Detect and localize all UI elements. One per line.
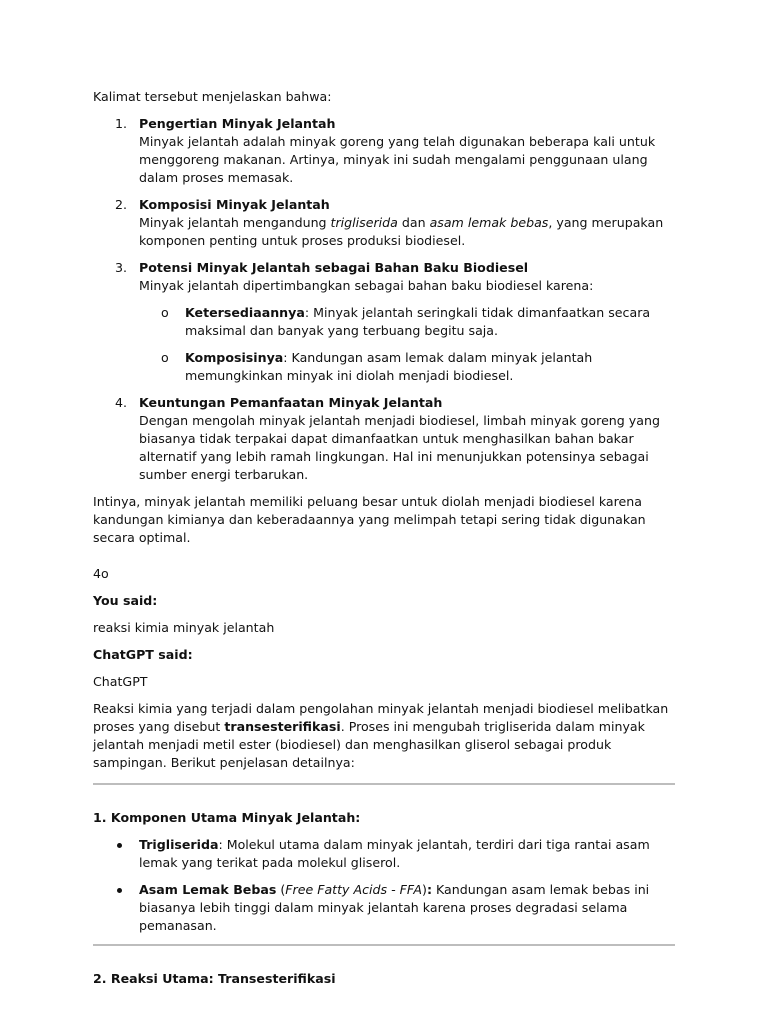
answer-bold: transesterifikasi [224, 719, 341, 734]
sub-item-term: Ketersediaannya [185, 305, 305, 320]
user-query: reaksi kimia minyak jelantah [93, 620, 275, 635]
chatgpt-name: ChatGPT [93, 674, 148, 689]
sub-list-item [139, 304, 675, 340]
paren-text: ) [422, 882, 427, 897]
bullet-term: Trigliserida [139, 837, 219, 852]
list-item-title: Keuntungan Pemanfaatan Minyak Jelantah [139, 395, 443, 410]
intro-text: Kalimat tersebut menjelaskan bahwa: [93, 89, 332, 104]
list-item-title: Pengertian Minyak Jelantah [139, 116, 336, 131]
divider [93, 783, 675, 785]
list-number: 1. [115, 116, 128, 131]
list-item-title: Komposisi Minyak Jelantah [139, 197, 330, 212]
list-item-body: Minyak jelantah adalah minyak goreng yang telah digunakan beberapa kali untuk menggoreng makanan. Artinya, minyak ini sudah mengalami penggunaan ulang dalam proses memasak. [139, 134, 656, 185]
bullet-icon [117, 843, 122, 848]
circle-bullet-icon: o [161, 305, 169, 320]
bullet-list [93, 836, 675, 935]
body-text: dan [397, 215, 430, 230]
list-item-body: Dengan mengolah minyak jelantah menjadi biodiesel, limbah minyak goreng yang biasanya tidak terpakai dapat dimanfaatkan untuk menghasilkan bahan bakar alternatif yang lebih ramah lingkungan. Hal ini menunjukkan potensinya sebagai sumber energi terbarukan. [139, 413, 660, 482]
answer-pre: Reaksi kimia yang terjadi dalam pengolahan minyak jelantah menjadi biodiesel melibatkan proses yang disebut [93, 701, 669, 734]
document-content [93, 88, 675, 988]
list-item-body: Minyak jelantah dipertimbangkan sebagai bahan baku biodiesel karena: [139, 278, 594, 293]
body-text: , yang merupakan komponen penting untuk proses produksi biodiesel. [139, 215, 664, 248]
bullet-text: Kandungan asam lemak bebas ini biasanya lebih tinggi dalam minyak jelantah karena proses degradasi selama pemanasan. [139, 882, 650, 933]
bullet-icon [117, 888, 122, 893]
ordered-list [93, 115, 675, 484]
emphasis-text: Free Fatty Acids - FFA [285, 882, 423, 897]
answer-post: . Proses ini mengubah trigliserida dalam minyak jelantah menjadi metil ester (biodiesel) dan menghasilkan gliserol sebagai produk sampingan. Berikut penjelasan detailnya: [93, 719, 645, 770]
bullet-item [93, 836, 675, 872]
chatgpt-said-label [93, 646, 675, 664]
body-text: Minyak jelantah mengandung [139, 215, 331, 230]
emphasis-text: trigliserida [330, 215, 398, 230]
list-number: 3. [115, 260, 128, 275]
sub-item-text: : Kandungan asam lemak dalam minyak jelantah memungkinkan minyak ini diolah menjadi biodiesel. [185, 350, 593, 383]
circle-bullet-icon: o [161, 350, 169, 365]
list-item [93, 394, 675, 484]
you-said-label [93, 592, 675, 610]
sub-item-text: : Minyak jelantah seringkali tidak dimanfaatkan secara maksimal dan banyak yang terbuang begitu saja. [185, 305, 651, 338]
paren-text: ( [276, 882, 286, 897]
list-item-body [139, 214, 675, 250]
list-number: 2. [115, 197, 128, 212]
bullet-term: Asam Lemak Bebas [139, 882, 277, 897]
bullet-text: : Molekul utama dalam minyak jelantah, terdiri dari tiga rantai asam lemak yang terikat pada molekul gliserol. [139, 837, 650, 870]
summary-text: Intinya, minyak jelantah memiliki peluang besar untuk diolah menjadi biodiesel karena kandungan kimianya dan keberadaannya yang melimpah tetapi sering tidak digunakan secara optimal. [93, 494, 646, 545]
section-heading: 2. Reaksi Utama: Transesterifikasi [93, 971, 336, 986]
list-item [93, 115, 675, 187]
bullet-colon: : [426, 882, 432, 897]
sub-list-item [139, 349, 675, 385]
you-said-text: You said: [93, 593, 158, 608]
divider [93, 944, 675, 946]
sub-list [139, 304, 675, 385]
chatgpt-said-text: ChatGPT said: [93, 647, 193, 662]
list-item [93, 259, 675, 385]
bullet-item [93, 881, 675, 935]
answer-text [93, 700, 675, 772]
sub-item-term: Komposisinya [185, 350, 284, 365]
list-item [93, 196, 675, 250]
list-number: 4. [115, 395, 128, 410]
list-item-title: Potensi Minyak Jelantah sebagai Bahan Baku Biodiesel [139, 260, 529, 275]
model-label: 4o [93, 566, 109, 581]
emphasis-text: asam lemak bebas [429, 215, 549, 230]
section-heading: 1. Komponen Utama Minyak Jelantah: [93, 810, 361, 825]
